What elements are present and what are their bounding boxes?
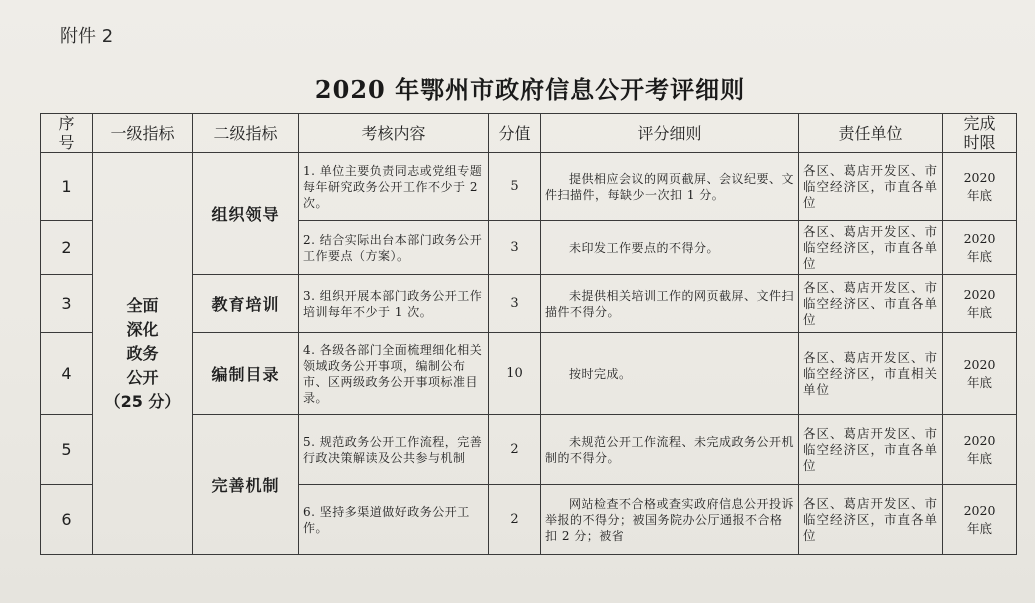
- scoring-rule: 未提供相关培训工作的网页截屏、文件扫描件不得分。: [541, 275, 799, 333]
- level2-indicator: 教育培训: [193, 275, 299, 333]
- deadline: 2020 年底: [943, 485, 1017, 555]
- row-number: 5: [41, 415, 93, 485]
- assessment-content: 4. 各级各部门全面梳理细化相关领域政务公开事项，编制公布市、区两级政务公开事项标准目录。: [299, 333, 489, 415]
- row-number: 6: [41, 485, 93, 555]
- header-level1: 一级指标: [93, 114, 193, 153]
- row-number: 3: [41, 275, 93, 333]
- score-value: 10: [489, 333, 541, 415]
- deadline: 2020 年底: [943, 415, 1017, 485]
- assessment-content: 5. 规范政务公开工作流程，完善行政决策解读及公共参与机制: [299, 415, 489, 485]
- row-number: 1: [41, 153, 93, 221]
- scoring-rule: 未印发工作要点的不得分。: [541, 221, 799, 275]
- score-value: 2: [489, 415, 541, 485]
- responsible-unit: 各区、葛店开发区、市临空经济区，市直各单位: [799, 415, 943, 485]
- header-deadline: 完成 时限: [943, 114, 1017, 153]
- responsible-unit: 各区、葛店开发区、市临空经济区，市直相关单位: [799, 333, 943, 415]
- score-value: 5: [489, 153, 541, 221]
- level1-indicator: 全面 深化 政务 公开 （25 分）: [93, 153, 193, 555]
- table-row: [41, 153, 1017, 221]
- deadline: 2020 年底: [943, 275, 1017, 333]
- evaluation-table: [40, 113, 1017, 555]
- responsible-unit: 各区、葛店开发区、市临空经济区，市直各单位: [799, 153, 943, 221]
- responsible-unit: 各区、葛店开发区、市临空经济区，市直各单位: [799, 485, 943, 555]
- assessment-content: 6. 坚持多渠道做好政务公开工作。: [299, 485, 489, 555]
- header-rules: 评分细则: [541, 114, 799, 153]
- level2-indicator: 完善机制: [193, 415, 299, 555]
- page-title: 2020 年鄂州市政府信息公开考评细则: [314, 75, 746, 104]
- scoring-rule: 提供相应会议的网页截屏、会议纪要、文件扫描件，每缺少一次扣 1 分。: [541, 153, 799, 221]
- assessment-content: 1. 单位主要负责同志或党组专题每年研究政务公开工作不少于 2 次。: [299, 153, 489, 221]
- deadline: 2020 年底: [943, 153, 1017, 221]
- header-score: 分值: [489, 114, 541, 153]
- assessment-content: 3. 组织开展本部门政务公开工作培训每年不少于 1 次。: [299, 275, 489, 333]
- assessment-content: 2. 结合实际出台本部门政务公开工作要点（方案）。: [299, 221, 489, 275]
- scoring-rule: 网站检查不合格或查实政府信息公开投诉举报的不得分；被国务院办公厅通报不合格扣 2 分；被省: [541, 485, 799, 555]
- attachment-label: 附件 2: [60, 26, 114, 47]
- score-value: 2: [489, 485, 541, 555]
- header-content: 考核内容: [299, 114, 489, 153]
- header-no: 序 号: [41, 114, 93, 153]
- row-number: 4: [41, 333, 93, 415]
- table-header-row: [41, 114, 1017, 153]
- level2-indicator: 组织领导: [193, 153, 299, 275]
- header-responsible: 责任单位: [799, 114, 943, 153]
- responsible-unit: 各区、葛店开发区、市临空经济区，市直各单位: [799, 221, 943, 275]
- scoring-rule: 按时完成。: [541, 333, 799, 415]
- responsible-unit: 各区、葛店开发区、市临空经济区、市直各单位: [799, 275, 943, 333]
- row-number: 2: [41, 221, 93, 275]
- score-value: 3: [489, 275, 541, 333]
- deadline: 2020 年底: [943, 221, 1017, 275]
- deadline: 2020 年底: [943, 333, 1017, 415]
- header-level2: 二级指标: [193, 114, 299, 153]
- level2-indicator: 编制目录: [193, 333, 299, 415]
- score-value: 3: [489, 221, 541, 275]
- scoring-rule: 未规范公开工作流程、未完成政务公开机制的不得分。: [541, 415, 799, 485]
